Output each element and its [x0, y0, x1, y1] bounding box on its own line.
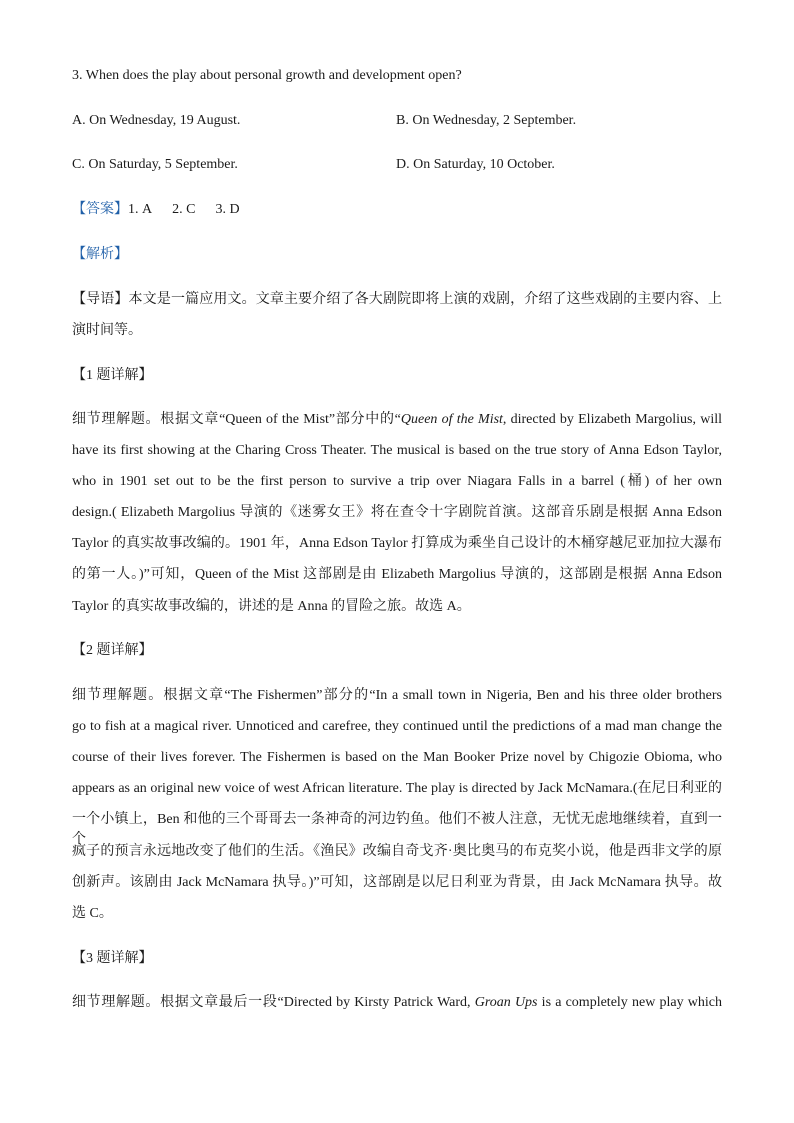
- detail-1-line-3: who in 1901 set out to be the first person to survive a trip over Niagara Falls in a barrel (桶) of her own: [72, 474, 722, 489]
- option-d: D. On Saturday, 10 October.: [396, 157, 555, 172]
- detail-1-line-2: have its first showing at the Charing Cross Theater. The musical is based on the true story of Anna Edson Taylor,: [72, 443, 722, 458]
- detail-3-line-1-pre: 细节理解题。根据文章最后一段“Directed by Kirsty Patrick Ward,: [72, 995, 475, 1010]
- detail-3-heading: 【3 题详解】: [72, 951, 153, 966]
- guide-text-1: 本文是一篇应用文。文章主要介绍了各大剧院即将上演的戏剧，介绍了这些戏剧的主要内容、上: [128, 292, 723, 307]
- answer-label: 【答案】: [72, 202, 128, 217]
- detail-1-line-1: [72, 410, 722, 430]
- guide-line-2: 演时间等。: [72, 323, 142, 338]
- answer-line: [72, 200, 240, 220]
- detail-1-line-5: Taylor 的真实故事改编的。1901 年，Anna Edson Taylor 打算成为乘坐自己设计的木桶穿越尼亚加拉大瀑布: [72, 536, 722, 551]
- answer-item-1: 1. A: [128, 202, 153, 217]
- option-c: C. On Saturday, 5 September.: [72, 157, 238, 172]
- detail-1-heading: 【1 题详解】: [72, 368, 153, 383]
- detail-2-line-3: course of their lives forever. The Fishermen is based on the Man Booker Prize novel by Chigozie Obioma, who: [72, 750, 722, 765]
- option-b: B. On Wednesday, 2 September.: [396, 113, 577, 128]
- detail-2-line-4: appears as an original new voice of west African literature. The play is directed by Jack McNamara.(在尼日利亚的: [72, 781, 722, 796]
- detail-2-heading: 【2 题详解】: [72, 643, 153, 658]
- options-row-1: [72, 111, 722, 131]
- detail-2-line-1: 细节理解题。根据文章“The Fishermen”部分的“In a small town in Nigeria, Ben and his three older brothers: [72, 688, 722, 703]
- answer-item-2: 2. C: [172, 202, 196, 217]
- detail-3-line-1-post: is a completely new play which: [537, 995, 722, 1010]
- detail-2-line-5: 一个小镇上，Ben 和他的三个哥哥去一条神奇的河边钓鱼。他们不被人注意，无忧无虑地继续着，直到一个: [72, 812, 722, 847]
- guide-label: 【导语】: [72, 292, 129, 307]
- option-a: A. On Wednesday, 19 August.: [72, 113, 241, 128]
- detail-2-line-6: 疯子的预言永远地改变了他们的生活。《渔民》改编自奇戈齐·奥比奥马的布克奖小说，他是西非文学的原: [72, 844, 722, 859]
- detail-1-line-4: design.( Elizabeth Margolius 导演的《迷雾女王》将在查令十字剧院首演。这部音乐剧是根据 Anna Edson: [72, 505, 722, 520]
- detail-1-line-1-pre: 细节理解题。根据文章“Queen of the Mist”部分中的“: [72, 412, 401, 427]
- analysis-label: 【解析】: [72, 247, 128, 262]
- detail-2-line-2: go to fish at a magical river. Unnoticed and carefree, they continued until the predictions of a mad man change the: [72, 719, 722, 734]
- detail-1-line-1-post: , directed by Elizabeth Margolius, will: [502, 412, 722, 427]
- question-3-stem: 3. When does the play about personal growth and development open?: [72, 68, 462, 83]
- detail-3-line-1: [72, 993, 722, 1013]
- detail-1-line-6: 的第一人。)”可知，Queen of the Mist 这部剧是由 Elizabeth Margolius 导演的，这部剧是根据 Anna Edson: [72, 567, 722, 582]
- detail-1-line-7: Taylor 的真实故事改编的，讲述的是 Anna 的冒险之旅。故选 A。: [72, 599, 471, 614]
- detail-1-line-1-italic: Queen of the Mist: [400, 412, 503, 427]
- guide-line-1: [72, 290, 722, 310]
- detail-2-line-8: 选 C。: [72, 906, 113, 921]
- options-row-2: [72, 155, 722, 175]
- detail-3-line-1-italic: Groan Ups: [474, 995, 538, 1010]
- detail-2-line-7: 创新声。该剧由 Jack McNamara 执导。)”可知，这部剧是以尼日利亚为背景，由 Jack McNamara 执导。故: [72, 875, 722, 890]
- answer-item-3: 3. D: [215, 202, 240, 217]
